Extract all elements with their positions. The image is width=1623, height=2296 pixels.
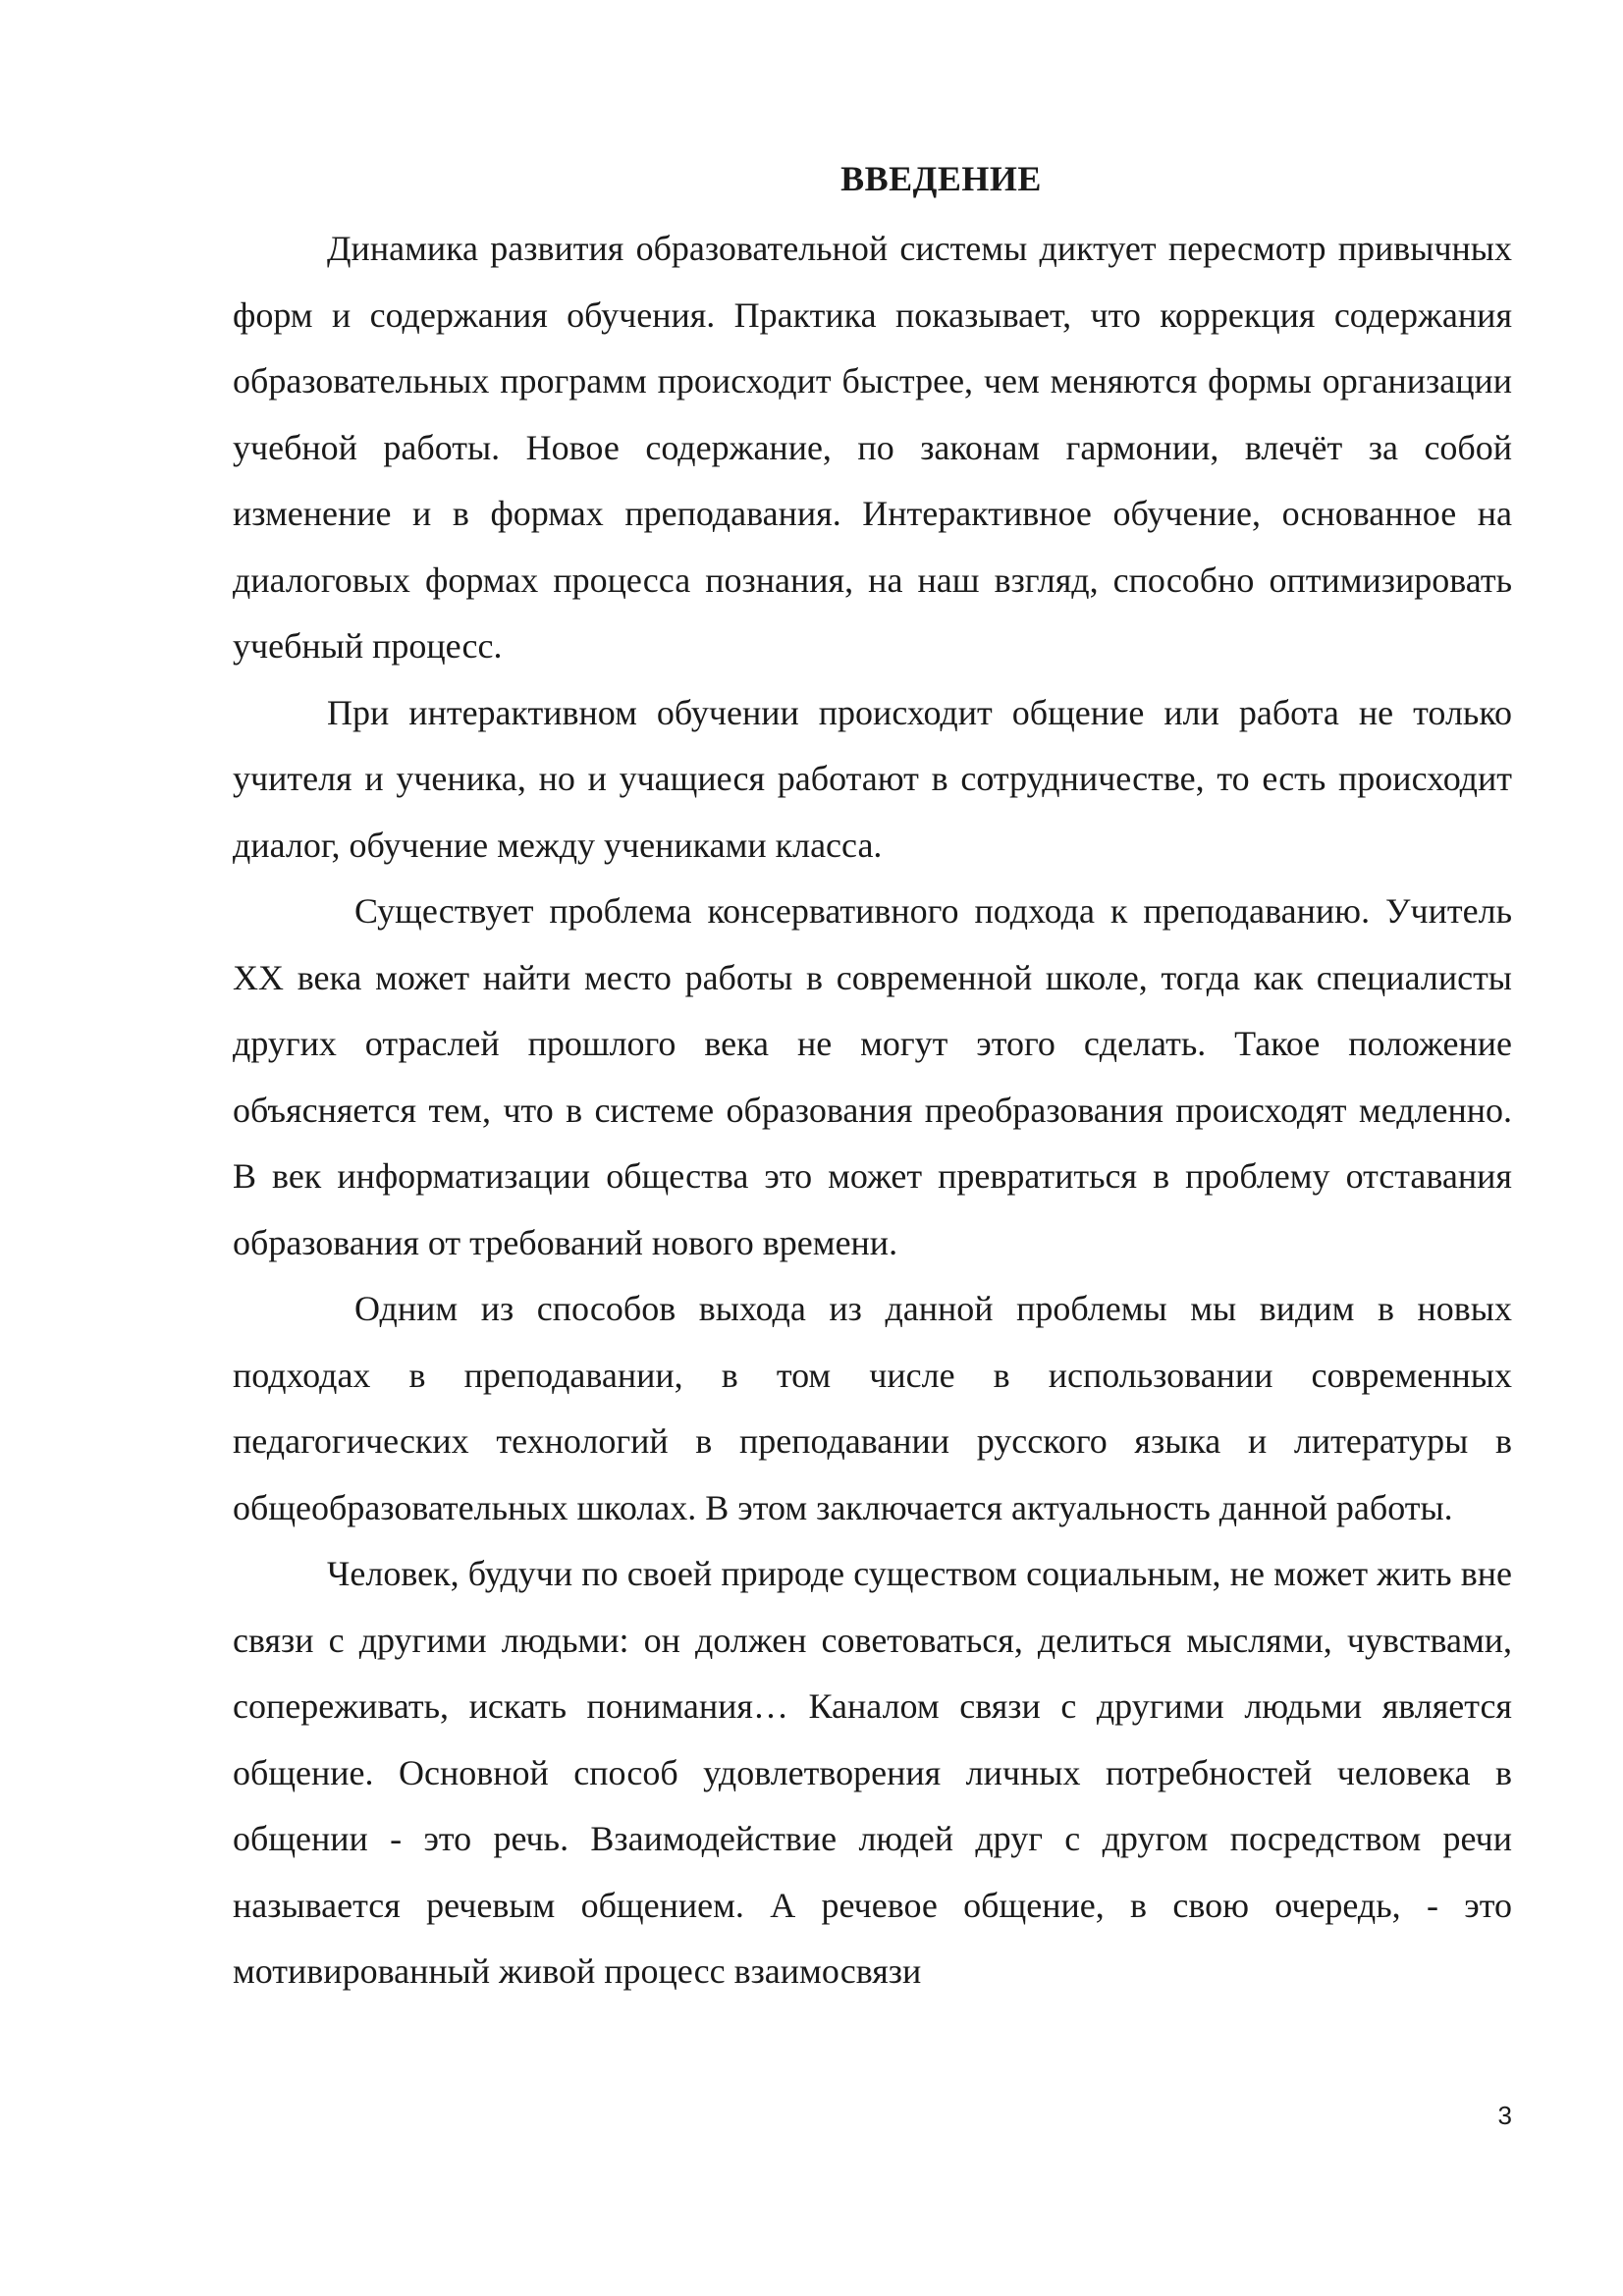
paragraph-3: Существует проблема консервативного подхода к преподаванию. Учитель ХХ века может найти место работы в современной школе, тогда как специалисты других отраслей прошлого века не могут этого сделать. Такое положение объясняется тем, что в системе образования преобразования происходят медленно. В век информатизации общества это может превратиться в проблему отставания образования от требований нового времени. — [233, 891, 1512, 1262]
page-content — [233, 149, 1512, 2005]
page-number: 3 — [1497, 2101, 1512, 2130]
paragraph-4: Одним из способов выхода из данной проблемы мы видим в новых подходах в преподавании, в том числе в использовании современных педагогических технологий в преподавании русского языка и литературы в общеобразовательных школах. В этом заключается актуальность данной работы. — [233, 1289, 1512, 1527]
paragraph-2: При интерактивном обучении происходит общение или работа не только учителя и ученика, но и учащиеся работают в сотрудничестве, то есть происходит диалог, обучение между учениками класса. — [233, 692, 1512, 865]
section-heading: ВВЕДЕНИЕ — [840, 159, 1042, 198]
paragraph-1: Динамика развития образовательной системы диктует пересмотр привычных форм и содержания обучения. Практика показывает, что коррекция содержания образовательных программ происходит быстрее, чем меняются формы организации учебной работы. Новое содержание, по законам гармонии, влечёт за собой изменение и в формах преподавания. Интерактивное обучение, основанное на диалоговых формах процесса познания, на наш взгляд, способно оптимизировать учебный процесс. — [233, 229, 1512, 666]
paragraph-5: Человек, будучи по своей природе существом социальным, не может жить вне связи с другими людьми: он должен советоваться, делиться мыслями, чувствами, сопереживать, искать понимания… Каналом связи с другими людьми является общение. Основной способ удовлетворения личных потребностей человека в общении - это речь. Взаимодействие людей друг с другом посредством речи называется речевым общением. А речевое общение, в свою очередь, - это мотивированный живой процесс взаимосвязи — [233, 1554, 1512, 1991]
